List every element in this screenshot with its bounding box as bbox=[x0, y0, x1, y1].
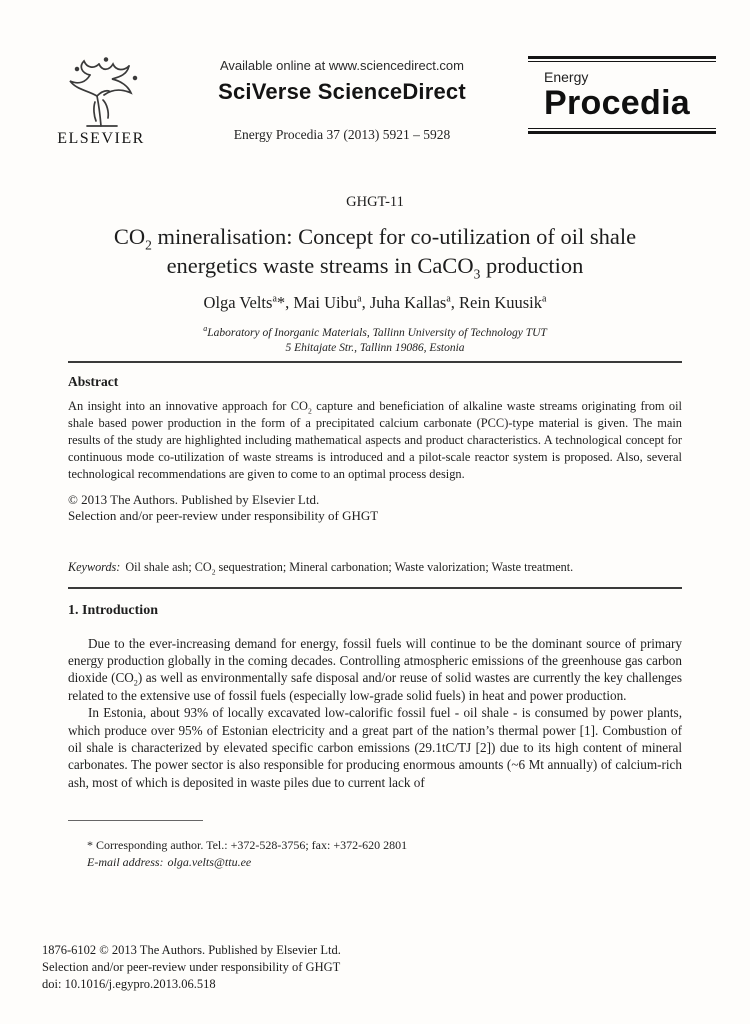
corresponding-author-footnote bbox=[68, 820, 538, 871]
header-center bbox=[156, 56, 528, 143]
affiliation-line1: $^a$Laboratory of Inorganic Materials, Tallinn University of Technology TUT bbox=[203, 323, 547, 339]
sciverse-sciencedirect-wordmark: SciVerse ScienceDirect bbox=[218, 79, 466, 104]
available-online-line bbox=[156, 58, 528, 73]
doi-line: doi: 10.1016/j.egypro.2013.06.518 bbox=[42, 977, 216, 991]
email-link[interactable]: olga.velts@ttu.ee bbox=[167, 854, 252, 869]
title-subscript: 2 bbox=[145, 237, 152, 253]
journal-reference: Energy Procedia 37 (2013) 5921 – 5928 bbox=[233, 127, 451, 142]
abstract-heading: Abstract bbox=[68, 373, 119, 389]
peer-review-line: Selection and/or peer-review under responsibility of GHGT bbox=[42, 960, 341, 974]
title-part: CO bbox=[113, 224, 146, 249]
author: Juha Kallas$^a$, bbox=[369, 292, 460, 312]
procedia-energy-label: Energy bbox=[544, 69, 589, 85]
footnote-rule bbox=[68, 820, 203, 821]
divider-keywords bbox=[68, 587, 682, 589]
section-heading-introduction: 1. Introduction bbox=[68, 602, 158, 618]
copyright-line1: © 2013 The Authors. Published by Elsevier Ltd. bbox=[68, 491, 320, 507]
procedia-bottom-rule-thick bbox=[528, 131, 716, 134]
sciencedirect-link[interactable]: www.sciencedirect.com bbox=[328, 58, 464, 73]
email-label: E-mail address: bbox=[87, 854, 164, 869]
intro-paragraph-1: Due to the ever-increasing demand for energy, fossil fuels will continue to be the dominant source of primary energy production globally in the coming decades. Controlling atmospheric emissions of the greenhouse gas carbon dioxide $(CO_2)$ as well as environmentally safe disposal and/or reuse of solid wastes are currently the key challenges related to the extensive use of fossil fuels (especially low-grade solid fuels) in heat and power production. bbox=[68, 635, 682, 703]
copyright-line2: Selection and/or peer-review under responsibility of GHGT bbox=[68, 507, 379, 523]
procedia-bottom-rule-thin bbox=[528, 128, 716, 129]
procedia-title: Procedia bbox=[544, 84, 691, 122]
abstract-text: An insight into an innovative approach for $CO_2$ capture and beneficiation of alkaline waste streams originating from oil shale based power production in the form of a precipitated calcium carbonate (PCC)-type material is given. The main results of the study are highlighted including mathematical aspects and product characteristics. A technological concept for continuous mode co-utilization of waste streams is introduced and a pilot-scale reactor system is proposed. Also, several technological recommendations are given to come to an optimal process design. bbox=[68, 398, 683, 482]
elsevier-wordmark: ELSEVIER bbox=[57, 130, 145, 147]
affiliation-line2: 5 Ehitajate Str., Tallinn 19086, Estonia bbox=[285, 342, 465, 355]
paper-title bbox=[70, 223, 680, 281]
copyright-block bbox=[68, 492, 682, 524]
procedia-logo bbox=[528, 56, 716, 134]
elsevier-logo bbox=[46, 56, 156, 148]
elsevier-tree-icon bbox=[46, 56, 156, 128]
title-part: production bbox=[480, 252, 584, 278]
author-list bbox=[0, 293, 750, 313]
keywords-label: Keywords: bbox=[68, 559, 121, 574]
issn-copyright-line: 1876-6102 © 2013 The Authors. Published by Elsevier Ltd. bbox=[42, 943, 341, 957]
divider-top bbox=[68, 361, 682, 363]
header bbox=[0, 0, 750, 148]
title-subscript: 3 bbox=[473, 266, 481, 282]
introduction-text bbox=[68, 635, 682, 792]
keywords-line: Keywords: Oil shale ash; $CO_2$ sequestration; Mineral carbonation; Waste valorization; Waste treatment. bbox=[68, 559, 574, 577]
procedia-top-rule-thick bbox=[528, 56, 716, 59]
imprint-block bbox=[42, 942, 341, 993]
affiliation bbox=[0, 323, 750, 357]
conference-name: GHGT-11 bbox=[346, 194, 404, 210]
author: Rein Kuusik$^a$ bbox=[459, 292, 547, 312]
intro-paragraph-2: In Estonia, about 93% of locally excavated low-calorific fossil fuel - oil shale - is consumed by power plants, which produce over 95% of Estonian electricity and a great part of the nation’s thermal power [1]. Combustion of oil shale is characterized by elevated specific carbon emissions (29.1tC/TJ [2]) due to its high content of mineral carbonates. The power sector is also responsible for producing enormous amounts (~6 Mt annually) of calcium-rich ash, most of which is deposited in waste piles due to current lack of bbox=[68, 705, 682, 790]
footnote-contact: * Corresponding author. Tel.: +372-528-3756; fax: +372-620 2801 bbox=[87, 838, 408, 852]
author: Olga Velts$^a$*, bbox=[203, 292, 294, 312]
title-part: mineralisation: Concept for co-utilization of oil shale energetics waste streams in CaCO bbox=[151, 224, 637, 278]
author: Mai Uibu$^a$, bbox=[293, 292, 370, 312]
available-online-text: Available online at bbox=[219, 58, 329, 73]
footnote-email-line bbox=[68, 854, 538, 871]
